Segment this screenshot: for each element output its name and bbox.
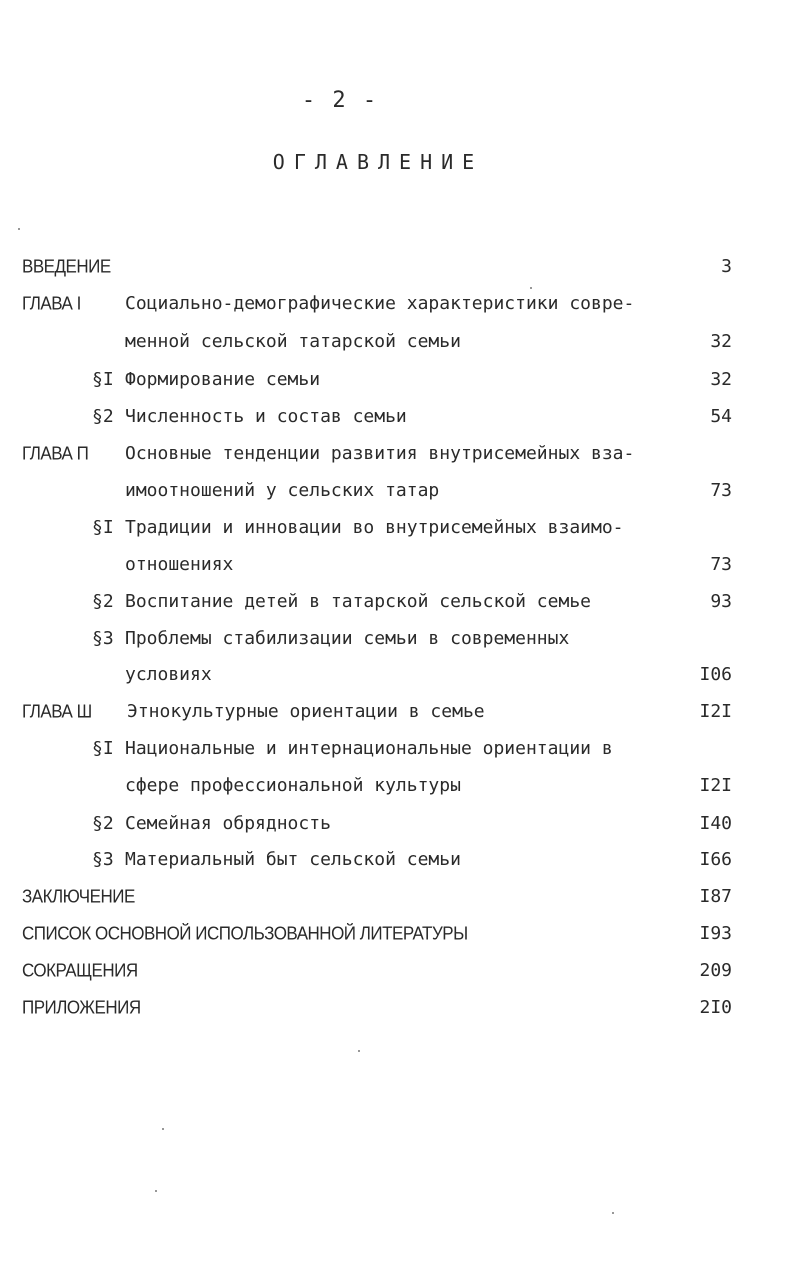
toc-page-number: 3 — [721, 256, 732, 277]
toc-section-label: §2 — [92, 406, 114, 427]
toc-section-label: §2 — [92, 591, 114, 612]
toc-page-number: I2I — [699, 701, 732, 722]
toc-chapter-label: ГЛАВА П — [22, 443, 89, 464]
toc-section-label: §2 — [92, 813, 114, 834]
toc-section-label: §3 — [92, 628, 114, 649]
toc-chapter-title: Социально-демографические характеристики совре- — [125, 293, 635, 314]
toc-section-title-continuation: отношениях — [125, 554, 234, 575]
scan-speck — [18, 228, 20, 230]
toc-section-label: §I — [92, 517, 114, 538]
toc-section-title-continuation: сфере профессиональной культуры — [125, 775, 461, 796]
toc-section-title: Проблемы стабилизации семьи в современных — [125, 628, 570, 649]
toc-page-number: I93 — [699, 923, 732, 944]
toc-title: ОГЛАВЛЕНИЕ — [272, 150, 484, 174]
toc-page-number: I87 — [699, 886, 732, 907]
toc-page-number: 54 — [710, 406, 732, 427]
toc-page-number: 93 — [710, 591, 732, 612]
toc-heading-abbreviations: СОКРАЩЕНИЯ — [22, 960, 138, 981]
toc-heading-conclusion: ЗАКЛЮЧЕНИЕ — [22, 886, 135, 907]
scan-speck — [155, 1190, 157, 1192]
toc-chapter-title: Этнокультурные ориентации в семье — [127, 701, 485, 722]
toc-page-number: I06 — [699, 664, 732, 685]
toc-chapter-title: Основные тенденции развития внутрисемейных вза- — [125, 443, 635, 464]
toc-section-title: Традиции и инновации во внутрисемейных взаимо- — [125, 517, 624, 538]
toc-heading-introduction: ВВЕДЕНИЕ — [22, 256, 111, 277]
toc-section-label: §3 — [92, 849, 114, 870]
toc-section-title-continuation: условиях — [125, 664, 212, 685]
toc-page-number: 32 — [710, 331, 732, 352]
scan-speck — [530, 287, 532, 289]
toc-section-label: §I — [92, 738, 114, 759]
scan-speck — [162, 1128, 164, 1130]
page-number: - 2 - — [301, 88, 379, 113]
toc-page-number: 209 — [699, 960, 732, 981]
toc-page-number: I40 — [699, 813, 732, 834]
toc-page-number: I2I — [699, 775, 732, 796]
toc-chapter-label: ГЛАВА I — [22, 293, 81, 314]
toc-section-title: Национальные и интернациональные ориентации в — [125, 738, 613, 759]
toc-section-title: Материальный быт сельской семьи — [125, 849, 461, 870]
toc-page-number: 73 — [710, 554, 732, 575]
scan-speck — [612, 1212, 614, 1214]
toc-page-number: 2I0 — [699, 997, 732, 1018]
toc-section-title: Воспитание детей в татарской сельской семье — [125, 591, 591, 612]
toc-section-title: Семейная обрядность — [125, 813, 331, 834]
toc-page-number: I66 — [699, 849, 732, 870]
toc-page-number: 32 — [710, 369, 732, 390]
toc-chapter-label: ГЛАВА Ш — [22, 701, 92, 722]
toc-section-title: Численность и состав семьи — [125, 406, 407, 427]
toc-section-title: Формирование семьи — [125, 369, 321, 390]
toc-chapter-title-continuation: имоотношений у сельских татар — [125, 480, 440, 501]
scan-speck — [358, 1050, 360, 1052]
toc-chapter-title-continuation: менной сельской татарской семьи — [125, 331, 461, 352]
toc-heading-appendices: ПРИЛОЖЕНИЯ — [22, 997, 141, 1018]
toc-page-number: 73 — [710, 480, 732, 501]
toc-heading-bibliography: СПИСОК ОСНОВНОЙ ИСПОЛЬЗОВАННОЙ ЛИТЕРАТУРЫ — [22, 923, 468, 944]
toc-section-label: §I — [92, 369, 114, 390]
